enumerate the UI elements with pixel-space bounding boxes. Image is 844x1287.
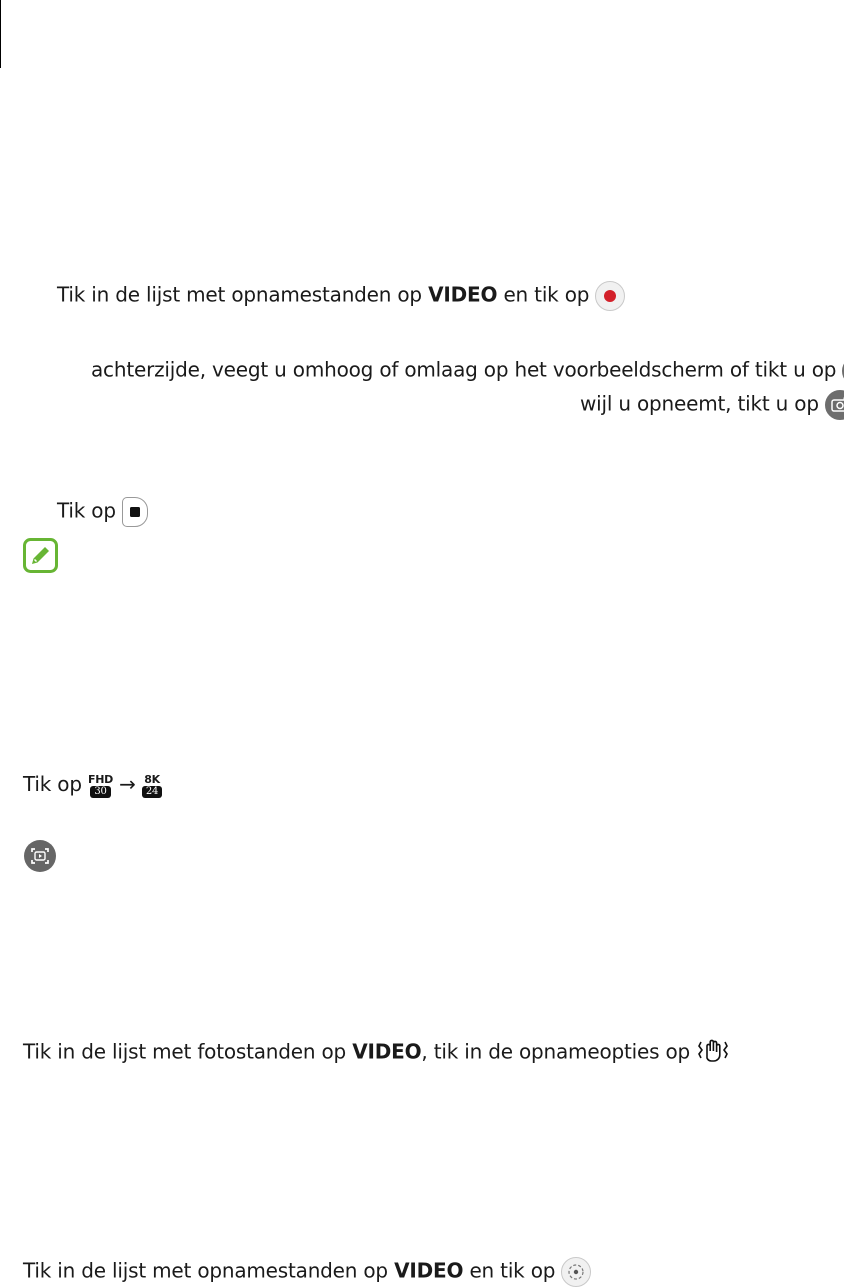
note-icon	[23, 538, 58, 577]
video-mode-icon	[24, 840, 56, 876]
instruction-tracking: Tik in de lijst met opnamestanden op VIDEO en tik op	[23, 1257, 591, 1287]
instruction-stabilize: Tik in de lijst met fotostanden op VIDEO, tik in de opnameopties op	[23, 1036, 730, 1070]
fhd-30-icon[interactable]: FHD 30	[88, 774, 113, 798]
record-icon[interactable]	[595, 281, 625, 311]
stop-icon[interactable]	[122, 497, 148, 527]
instruction-resolution: Tik op FHD 30 → 8K 24	[23, 771, 162, 798]
capture-photo-icon[interactable]	[825, 390, 844, 420]
instruction-capture-photo: wijl u opneemt, tikt u op	[580, 390, 844, 420]
page-corner-mark	[0, 0, 1, 68]
instruction-record: Tik in de lijst met opnamestanden op VIDEO en tik op	[57, 281, 625, 311]
instruction-switch-camera: achterzijde, veegt u omhoog of omlaag op het voorbeeldscherm of tikt u op	[91, 356, 844, 386]
8k-24-icon[interactable]: 8K 24	[142, 774, 162, 798]
tracking-icon[interactable]	[561, 1257, 591, 1287]
instruction-stop: Tik op	[57, 497, 148, 527]
hand-stabilize-icon[interactable]	[696, 1036, 730, 1070]
